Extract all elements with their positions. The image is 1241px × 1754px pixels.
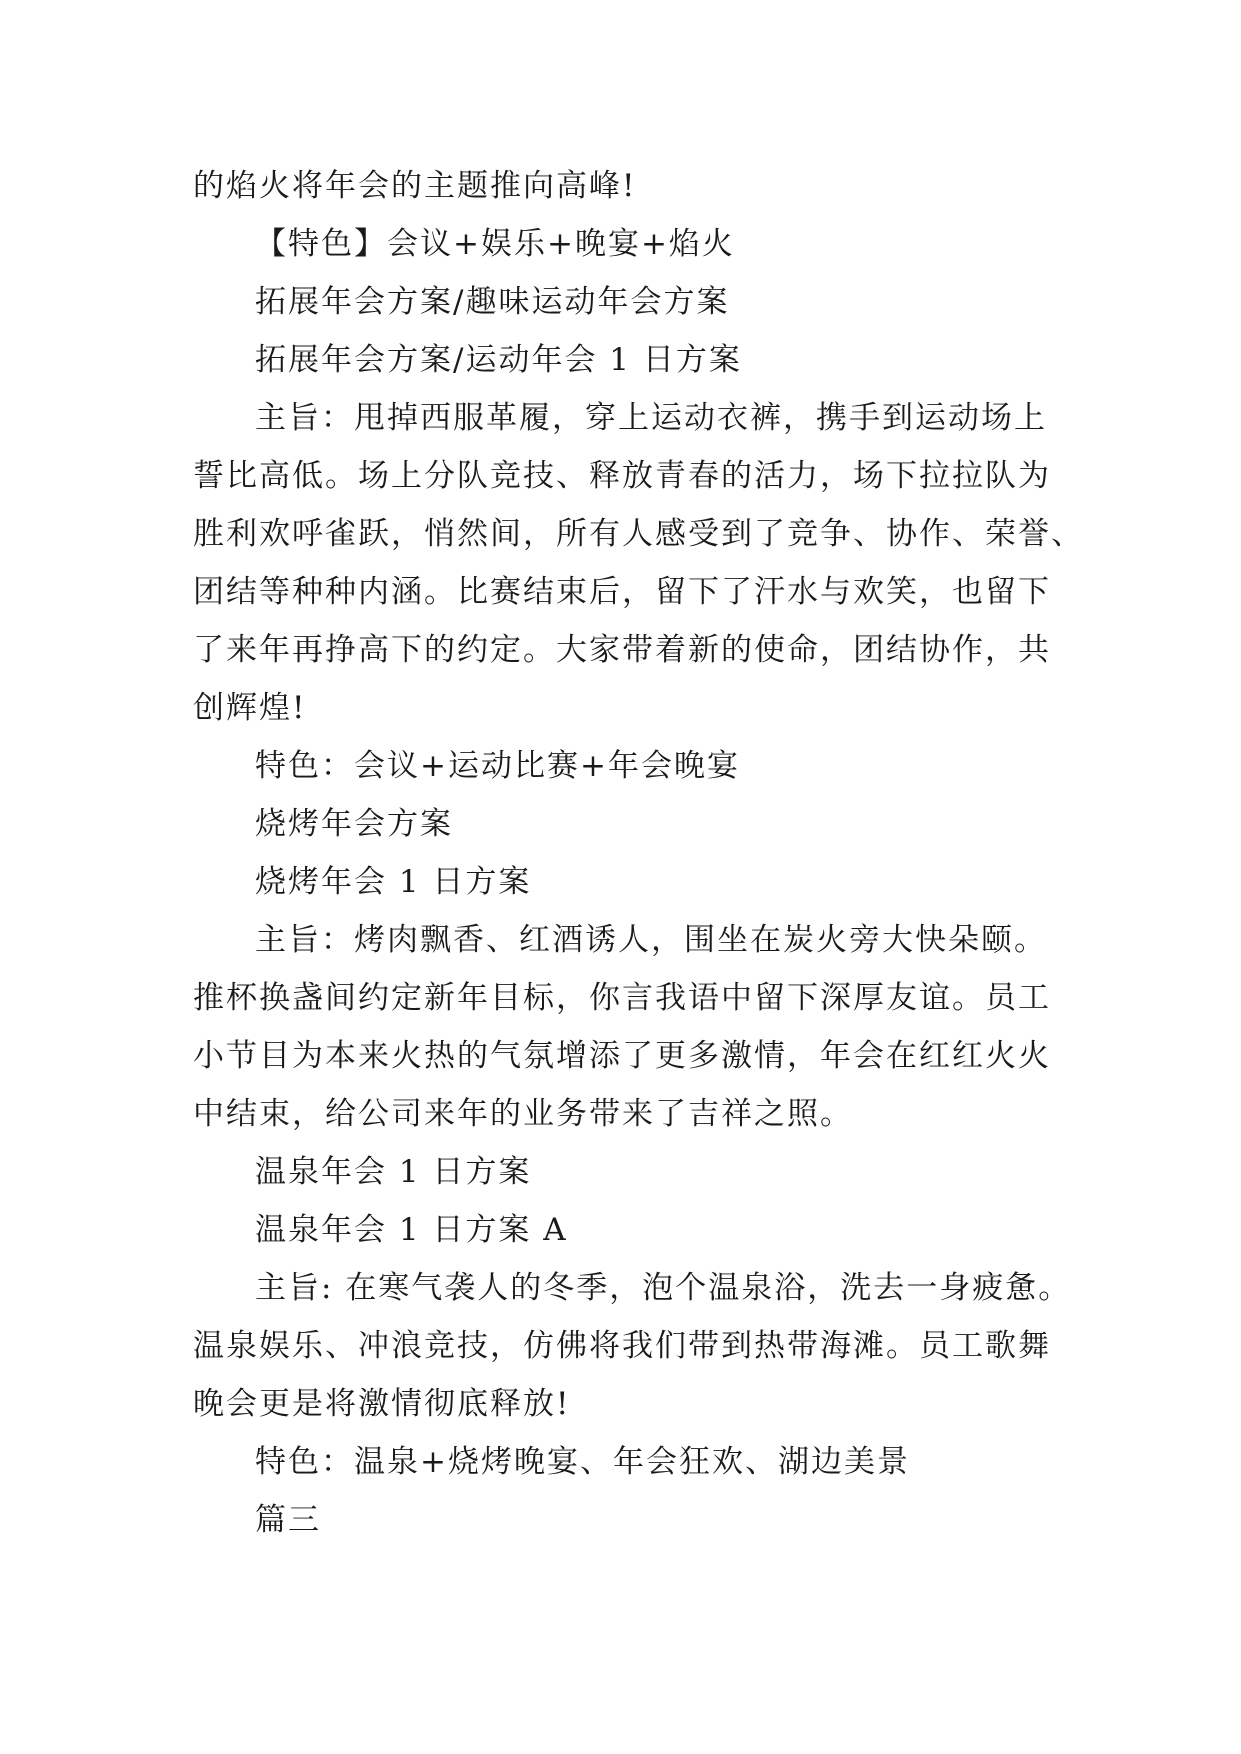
paragraph-line: 主旨: 在寒气袭人的冬季，泡个温泉浴，洗去一身疲惫。 xyxy=(255,1270,1072,1306)
paragraph-bbq xyxy=(193,911,1053,1143)
subheading-sport: 拓展年会方案/运动年会 1 日方案 xyxy=(255,342,742,378)
paragraph-line: 推杯换盏间约定新年目标，你言我语中留下深厚友谊。员工 xyxy=(193,980,1051,1016)
paragraph-line: 誓比高低。场上分队竞技、释放青春的活力，场下拉拉队为 xyxy=(193,458,1051,494)
paragraph-line: 晚会更是将激情彻底释放! xyxy=(193,1386,571,1422)
section-three-heading: 篇三 xyxy=(255,1502,321,1538)
feature-line-1: 【特色】会议+娱乐+晚宴+焰火 xyxy=(255,226,735,262)
subheading-hotspring: 温泉年会 1 日方案 A xyxy=(255,1212,568,1248)
feature-sport: 特色：会议+运动比赛+年会晚宴 xyxy=(255,748,740,784)
feature-hotspring: 特色：温泉+烧烤晚宴、年会狂欢、湖边美景 xyxy=(255,1444,910,1480)
heading-bbq: 烧烤年会方案 xyxy=(255,806,453,842)
paragraph-line: 主旨：烤肉飘香、红酒诱人，围坐在炭火旁大快朵颐。 xyxy=(255,922,1047,958)
paragraph-line: 温泉娱乐、冲浪竞技，仿佛将我们带到热带海滩。员工歌舞 xyxy=(193,1328,1051,1364)
paragraph-sport xyxy=(193,389,1084,737)
heading-sport: 拓展年会方案/趣味运动年会方案 xyxy=(255,284,730,320)
paragraph-line: 主旨：甩掉西服革履，穿上运动衣裤，携手到运动场上 xyxy=(255,400,1047,436)
paragraph-hotspring xyxy=(193,1259,1072,1433)
paragraph-line: 小节目为本来火热的气氛增添了更多激情，年会在红红火火 xyxy=(193,1038,1051,1074)
paragraph-line: 胜利欢呼雀跃，悄然间，所有人感受到了竞争、协作、荣誉、 xyxy=(193,516,1084,552)
paragraph-line: 中结束，给公司来年的业务带来了吉祥之照。 xyxy=(193,1096,853,1132)
paragraph-line: 了来年再挣高下的约定。大家带着新的使命，团结协作，共 xyxy=(193,632,1051,668)
paragraph-line: 创辉煌! xyxy=(193,690,307,726)
opening-line: 的焰火将年会的主题推向高峰! xyxy=(193,168,637,204)
paragraph-line: 团结等种种内涵。比赛结束后，留下了汗水与欢笑，也留下 xyxy=(193,574,1051,610)
heading-hotspring: 温泉年会 1 日方案 xyxy=(255,1154,532,1190)
subheading-bbq: 烧烤年会 1 日方案 xyxy=(255,864,532,900)
document-body xyxy=(193,157,1084,1549)
